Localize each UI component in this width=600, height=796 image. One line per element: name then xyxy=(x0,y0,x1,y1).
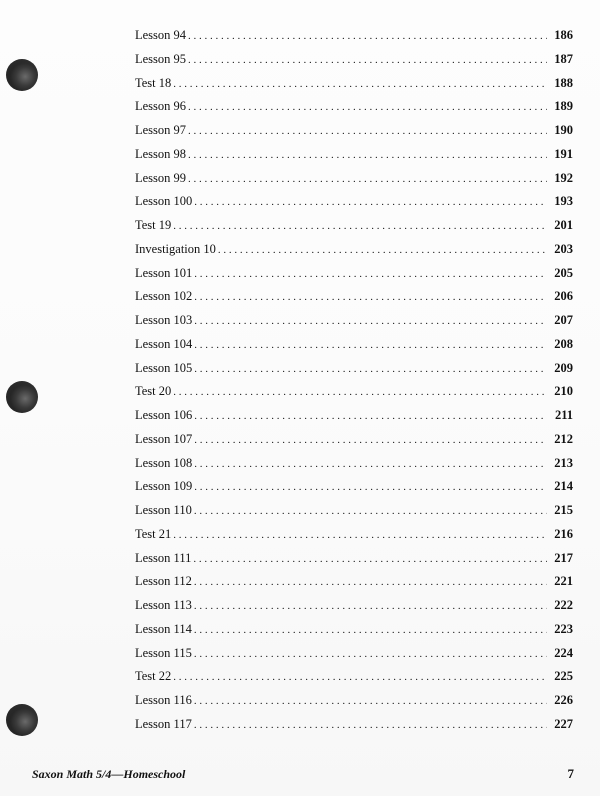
toc-dot-leader xyxy=(188,25,547,48)
toc-entry xyxy=(135,262,573,286)
toc-entry-page: 222 xyxy=(554,598,573,612)
toc-dot-leader xyxy=(194,619,547,642)
toc-dot-leader xyxy=(173,73,547,96)
punch-hole-top xyxy=(6,59,38,91)
toc-entry xyxy=(135,523,573,547)
toc-entry-label: Test 19 xyxy=(135,218,172,232)
toc-entry-label: Lesson 108 xyxy=(135,455,193,470)
toc-entry xyxy=(135,665,573,689)
toc-entry xyxy=(135,95,573,119)
toc-entry-label: Lesson 103 xyxy=(135,313,193,327)
toc-entry xyxy=(135,167,573,191)
toc-entry-page: 213 xyxy=(554,455,573,470)
toc-dot-leader xyxy=(194,453,547,476)
toc-entry-label: Lesson 113 xyxy=(135,598,192,612)
toc-entry xyxy=(135,428,573,452)
toc-entry-page: 193 xyxy=(554,194,573,209)
toc-entry xyxy=(135,285,573,309)
toc-entry-page: 217 xyxy=(554,550,573,565)
toc-entry xyxy=(135,547,573,571)
toc-dot-leader xyxy=(173,524,547,547)
toc-entry-label: Lesson 101 xyxy=(135,265,193,280)
toc-entry-label: Lesson 96 xyxy=(135,99,187,114)
toc-entry xyxy=(135,475,573,499)
toc-dot-leader xyxy=(194,500,547,523)
toc-dot-leader xyxy=(173,666,547,689)
toc-entry-page: 221 xyxy=(554,574,573,589)
toc-dot-leader xyxy=(194,690,547,713)
punch-hole-bottom xyxy=(6,704,38,736)
toc-entry-label: Test 22 xyxy=(135,669,172,684)
toc-entry-label: Lesson 109 xyxy=(135,479,193,494)
toc-dot-leader xyxy=(188,96,547,119)
table-of-contents xyxy=(135,24,573,737)
toc-entry-label: Lesson 105 xyxy=(135,360,193,375)
toc-entry-label: Lesson 116 xyxy=(135,693,192,707)
toc-dot-leader xyxy=(194,263,547,286)
toc-entry xyxy=(135,214,573,238)
toc-dot-leader xyxy=(188,120,547,143)
toc-entry-label: Lesson 117 xyxy=(135,716,192,731)
toc-entry-label: Lesson 112 xyxy=(135,574,192,589)
toc-entry xyxy=(135,642,573,666)
toc-entry-label: Test 18 xyxy=(135,75,172,90)
footer-book-title: Saxon Math 5/4—Homeschool xyxy=(32,767,186,781)
toc-entry-page: 188 xyxy=(554,75,573,90)
toc-entry-page: 210 xyxy=(554,384,573,399)
toc-entry-label: Lesson 114 xyxy=(135,621,192,636)
toc-entry-page: 223 xyxy=(554,621,573,636)
toc-entry-label: Lesson 99 xyxy=(135,170,187,185)
toc-entry xyxy=(135,143,573,167)
toc-dot-leader xyxy=(194,191,547,214)
toc-dot-leader xyxy=(188,144,547,167)
toc-entry xyxy=(135,72,573,96)
toc-entry xyxy=(135,618,573,642)
toc-dot-leader xyxy=(194,429,547,452)
toc-dot-leader xyxy=(188,168,547,191)
toc-entry-label: Test 20 xyxy=(135,384,172,399)
toc-entry-page: 201 xyxy=(554,218,573,232)
toc-entry-label: Lesson 100 xyxy=(135,194,193,209)
toc-entry xyxy=(135,570,573,594)
toc-entry xyxy=(135,452,573,476)
toc-entry xyxy=(135,594,573,618)
toc-dot-leader xyxy=(173,381,547,404)
toc-dot-leader xyxy=(218,239,547,262)
toc-entry xyxy=(135,238,573,262)
toc-entry-page: 191 xyxy=(554,146,573,161)
toc-entry-page: 225 xyxy=(554,669,573,684)
toc-dot-leader xyxy=(194,643,547,666)
footer-page-number: 7 xyxy=(567,766,574,781)
toc-dot-leader xyxy=(173,215,547,238)
toc-entry xyxy=(135,357,573,381)
toc-entry-page: 207 xyxy=(554,313,573,327)
toc-entry xyxy=(135,499,573,523)
toc-entry-page: 215 xyxy=(554,503,573,517)
toc-entry-page: 224 xyxy=(554,645,573,660)
toc-dot-leader xyxy=(188,49,547,72)
toc-dot-leader xyxy=(194,358,547,381)
toc-entry-label: Test 21 xyxy=(135,526,172,541)
toc-entry-page: 212 xyxy=(554,431,573,446)
toc-entry xyxy=(135,404,573,428)
toc-dot-leader xyxy=(194,595,547,618)
toc-entry-page: 187 xyxy=(554,51,573,66)
toc-entry-label: Lesson 106 xyxy=(135,408,193,422)
toc-entry-label: Lesson 94 xyxy=(135,28,187,42)
toc-entry-label: Lesson 95 xyxy=(135,51,187,66)
toc-entry-page: 208 xyxy=(554,336,573,351)
toc-dot-leader xyxy=(194,571,547,594)
toc-entry xyxy=(135,333,573,357)
toc-entry xyxy=(135,48,573,72)
toc-entry-page: 227 xyxy=(554,716,573,731)
toc-entry-page: 226 xyxy=(554,693,573,707)
toc-entry-page: 211 xyxy=(554,408,573,422)
toc-entry-page: 192 xyxy=(554,170,573,185)
toc-entry-page: 189 xyxy=(554,99,573,114)
toc-entry-page: 190 xyxy=(554,123,573,137)
toc-entry xyxy=(135,309,573,333)
toc-entry-label: Lesson 98 xyxy=(135,146,187,161)
toc-entry-label: Lesson 110 xyxy=(135,503,192,517)
toc-entry-label: Lesson 111 xyxy=(135,550,192,565)
toc-entry-page: 214 xyxy=(554,479,573,494)
toc-entry xyxy=(135,689,573,713)
toc-entry-page: 203 xyxy=(554,241,573,256)
toc-dot-leader xyxy=(194,405,547,428)
toc-dot-leader xyxy=(194,334,547,357)
toc-entry-page: 206 xyxy=(554,289,573,304)
toc-entry xyxy=(135,190,573,214)
toc-entry xyxy=(135,24,573,48)
toc-entry xyxy=(135,119,573,143)
toc-dot-leader xyxy=(194,714,547,737)
toc-entry-label: Lesson 102 xyxy=(135,289,193,304)
toc-dot-leader xyxy=(194,286,547,309)
toc-dot-leader xyxy=(194,476,547,499)
toc-entry-page: 209 xyxy=(554,360,573,375)
toc-entry-label: Lesson 104 xyxy=(135,336,193,351)
toc-entry xyxy=(135,713,573,737)
punch-hole-middle xyxy=(6,381,38,413)
toc-entry-label: Lesson 97 xyxy=(135,123,187,137)
toc-entry xyxy=(135,380,573,404)
toc-dot-leader xyxy=(193,548,547,571)
toc-entry-label: Lesson 107 xyxy=(135,431,193,446)
toc-entry-page: 216 xyxy=(554,526,573,541)
toc-entry-label: Investigation 10 xyxy=(135,241,216,256)
toc-entry-page: 205 xyxy=(554,265,573,280)
toc-entry-label: Lesson 115 xyxy=(135,645,192,660)
toc-dot-leader xyxy=(194,310,547,333)
toc-entry-page: 186 xyxy=(554,28,573,42)
